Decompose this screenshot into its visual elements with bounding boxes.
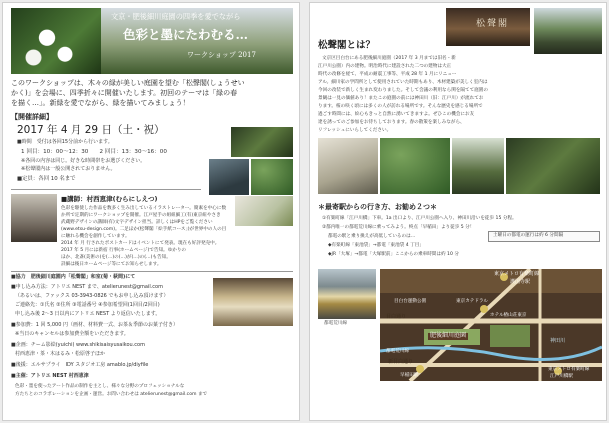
instructor-heading: ■講師：村西恵津(むらにしえつ) — [61, 195, 158, 203]
instructor-line-4: (www.etsu-design.com)。二足ほか(松聲閣「絵手紙コース」)が世界中の人の目 — [61, 227, 227, 232]
info-line-4: ご連絡先：①氏名 ②住所 ③電話番号 ④参加希望回(1回目/2回目) — [15, 302, 160, 308]
info-line-13: 方たちとのコラボレーションを企画・運営。お問い合わせは atelierunest@gmail.com まで — [15, 392, 208, 397]
tram-interval-note — [488, 231, 600, 242]
tram-interval-text: 土曜日の都電の運行は約 6 分間隔 — [493, 233, 564, 238]
access-line-2: ②都内唯一の都電荒川線に乗ってみよう。終点「早稲田」より徒歩 5 分！ — [322, 225, 475, 230]
details-heading: 【開催詳細】 — [11, 113, 53, 121]
map-label-garden: 肥後細川庭園 — [430, 332, 467, 339]
instructor-line-9: 詳細は後日ホームページ等にてお知らせします。 — [61, 262, 162, 267]
strip-photo-4 — [506, 138, 600, 194]
instructor-line-3: 武蔵野デザインの講師(有)文字デザイン担当。詳しくはHPをご覧ください — [61, 220, 213, 225]
intro-line-2: かく)」を会場に、四季折々に開催いたします。初回のテーマは「緑の春 — [11, 89, 238, 97]
instructor-line-2: か所で定期的にワークショップを開催。江戸屋手の組紐細工(有)東京紐やさき — [61, 213, 221, 218]
instructor-portrait — [11, 194, 57, 242]
sign-photo — [446, 8, 530, 46]
ink-painting-photo — [231, 127, 293, 157]
info-line-6: ■参加費：1 回 5,000 円（画材、材料費一式、お茶＆季節のお菓子付き） — [11, 322, 178, 328]
desc-line-5: 今回の改装で新しく生まれ変わりました。そして会議の利用なら関を隔てて庭園の — [318, 88, 488, 93]
time-line-1: ■時間 受付は各回15分前から行います。 — [17, 139, 113, 145]
map-label-church: 東京カテドラル — [456, 299, 489, 304]
map-label-road2: 新目白通り — [388, 359, 414, 365]
banner-line1: 文京・肥後細川庭園の四季を愛でながら — [111, 12, 241, 21]
map-label-top: 東京メトロ有楽町線 — [494, 271, 540, 277]
access-line-1: ①有楽町線「江戸川橋」下車。1a 出口より、江戸川公園へ入り、神田川沿いを徒歩 15 分程。 — [322, 216, 517, 221]
desc-line-1: 文京区目白台にある肥後細川庭園（2017 年 3 月までは旧名・新 — [322, 56, 456, 61]
banner-title: 色彩と墨にたわむる… — [123, 27, 249, 42]
building-photo — [534, 8, 602, 54]
time-line-3: ※各回の内容は同じ。好きな時間帯をお選びください。 — [21, 158, 146, 164]
map-label-shinjuku: 東京メトロ有楽町線 — [548, 367, 590, 372]
tram-caption: 都電荒川線 — [324, 321, 347, 326]
tram-photo — [318, 269, 376, 319]
desc-line-10: リフレッシュにいらしてください。 — [318, 128, 392, 133]
info-line-1: ■協力 肥後細川庭園内「松聲閣」和室(菊・萩間)にて — [11, 274, 136, 280]
desc-line-8: 過ごす時間には、絵心もきっと自然に湧いてきますよ。ぜひこの機会にお友 — [318, 112, 475, 117]
time-line-2: 1 回目：10：00〜12：30 2 回目：13：30〜16：00 — [21, 149, 167, 155]
map-label-kanda: 神田川 — [550, 338, 566, 344]
access-map — [380, 269, 602, 381]
event-date: 2017 年 4 月 29 日（土・祝） — [17, 124, 165, 136]
instructor-line-1: 色彩を駆使した作品を数多く生み出しているイラストレーター。簡素を中心に数 — [61, 206, 227, 211]
access-line-4: ◆有楽町線「東池袋」→都電「東池袋 4 丁目」 — [328, 243, 424, 248]
time-line-5: ■定員：各回 10 名まで — [17, 176, 76, 182]
info-line-9: 村西恵津・茶・木はるみ・松原啓子ほか — [15, 351, 106, 357]
brush-photo — [209, 159, 249, 195]
time-line-4: ※松聲閣内は一般公開されておりません。 — [21, 166, 116, 172]
map-label-school: 目白台運動公園 — [394, 299, 427, 304]
info-line-5: 申し込み後 2〜3 日以内にアトリエ NEST より返信いたします。 — [15, 311, 161, 317]
info-line-2: ■申し込み方法：アトリエ NEST まで、atelierunest@gmail.com — [11, 284, 163, 290]
desc-line-7: ります。桜の咲く頃には多くの人が訪れる場所です。そんな歴史を感じる場所で — [318, 104, 483, 109]
intro-line-1: このワークショップは、木々の緑が美しい庭園を望む「松聲閣(しょうせい — [11, 79, 245, 87]
flyer-right-page — [309, 2, 607, 421]
instructor-line-7: 2017 年 5 月には新宿 行事(ホームページ)で告知。ゆかりの — [61, 248, 187, 253]
photo-tag: 松聲閣 — [476, 19, 510, 29]
leaf-painting-photo — [251, 159, 293, 195]
map-label-waseda: 早稲田駅 — [400, 373, 419, 378]
info-line-12: 色彩・墨を使ったアート作品の制作を主とし、様々な分野のプロフェッショナルな — [15, 384, 185, 389]
instructor-line-8: ほか、北斎(美術の)を(…)の(…)が(…)の(…)も告知。 — [61, 255, 171, 260]
info-line-11: ■主催：アトリエ NEST 村西恵津 — [11, 373, 89, 379]
info-line-10: ■後援：エルサプライ IDY スタジオ工房 amablo.jp/diyfile — [11, 362, 149, 368]
map-label-edogawa: 江戸川橋駅 — [550, 374, 573, 379]
tatami-room-photo — [213, 278, 293, 326]
flyer-left-page — [2, 2, 300, 421]
camellia-image — [11, 8, 101, 74]
strip-photo-2 — [380, 138, 450, 194]
desc-line-6: 景観は一見の価値あり！またこの庭園の前には神田川（旧：江戸川）が流れてお — [318, 96, 484, 101]
intro-line-3: を描く…」。新緑を愛でながら、緑を描いてみましょう！ — [11, 99, 190, 107]
header-banner — [11, 8, 293, 74]
desc-line-4: アル。細川家の学問所として使用されていた時期もあり、木材建築が美しく室内は — [318, 80, 488, 85]
flower-painting-photo — [235, 196, 293, 226]
access-line-3: 都電の駅と乗り換えが高低しているのは… — [328, 234, 416, 239]
map-svg — [380, 269, 602, 381]
banner-subtitle: ワークショップ 2017 — [187, 51, 256, 59]
map-label-road1: 目白通り — [386, 314, 407, 320]
map-label-hotel: ホテル椿山荘東京 — [490, 313, 527, 318]
strip-photo-1 — [318, 138, 378, 194]
access-line-5: ◆JR「大塚」→都電「大塚駅前」ここからの乗車時間は約 10 分 — [328, 252, 459, 257]
map-label-tram: 都電荒川線 — [386, 349, 409, 354]
strip-photo-3 — [452, 138, 504, 194]
info-line-7: ※当日のキャンセルは参加費全額をいただきます。 — [15, 331, 129, 337]
map-label-top2: 護国寺駅 — [510, 279, 531, 285]
instructor-line-6: 2014 年 月 行されたポストカードはイベントにて発表。現在も好評発売中。 — [61, 241, 220, 246]
instructor-line-5: に触れる機会を創作しています。 — [61, 234, 130, 239]
desc-line-2: 江戸川公園）内の建物。明治時代に建設された二つの建物は大正 — [318, 64, 452, 69]
right-heading: 松聲閣とは？ — [318, 40, 376, 51]
info-line-8: ■企画：チーム影絵(yuichi) www.shikisaisyusaikou.com — [11, 342, 145, 348]
desc-line-3: 時代の改修を経て、平成の耐震工事等、平成 28 年 1 月にリニュー — [318, 72, 457, 77]
access-heading: ＊最寄駅からの行き方、お勧め２つ＊ — [318, 203, 437, 211]
info-line-3: （あるいは、ファックス 03-3943-0826 でもお申し込み頂けます） — [15, 293, 169, 299]
desc-line-9: 達を誘ってのご参加をお待ちしております。春の散策を楽しみながら、 — [318, 120, 465, 125]
